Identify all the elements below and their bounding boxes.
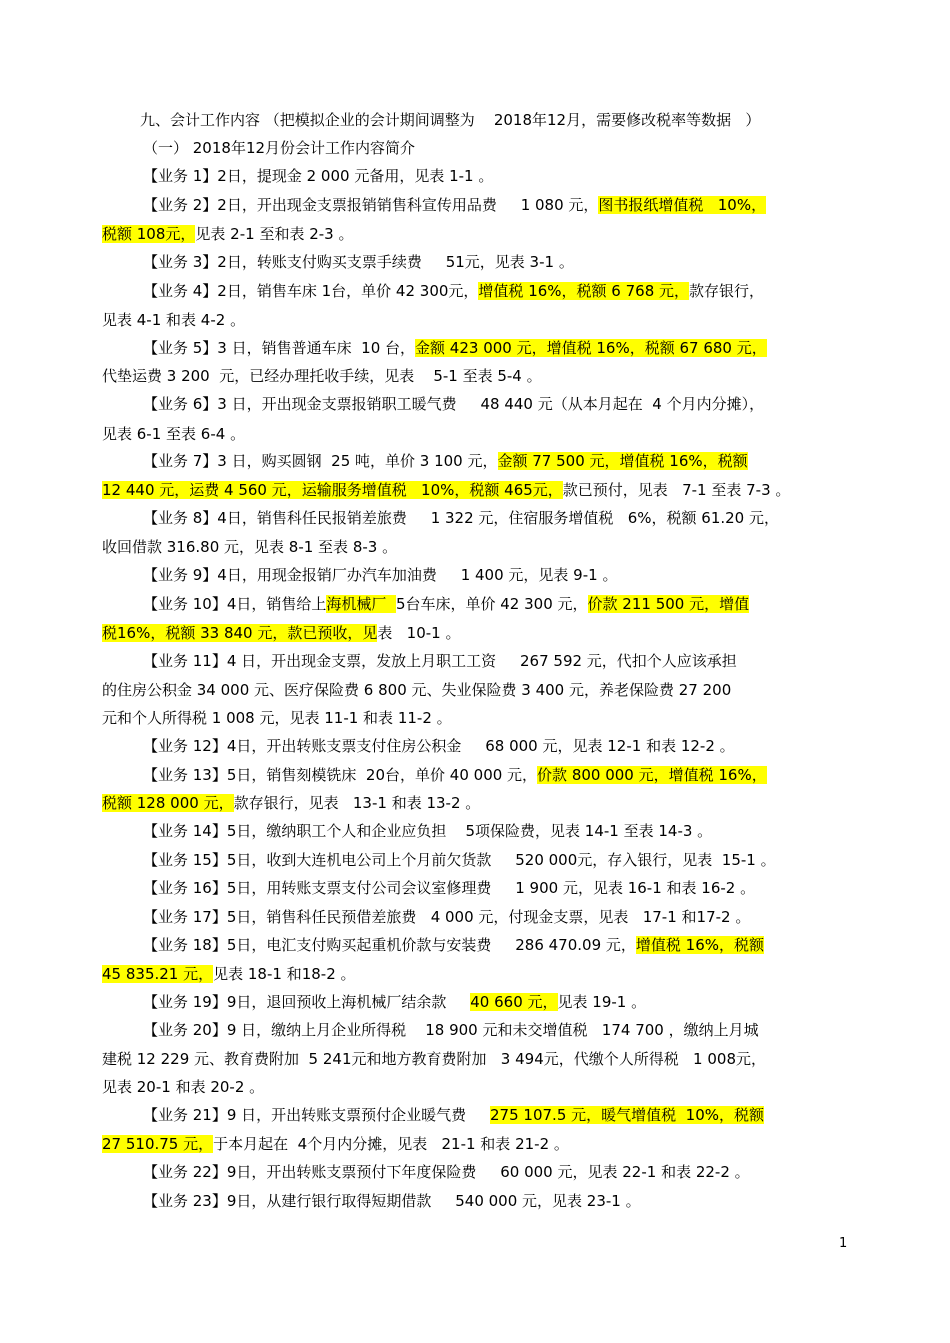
text-line — [143, 992, 646, 1012]
text-line — [102, 310, 245, 330]
text-segment: 【业务 5】3 日，销售普通车床 10 台， — [143, 339, 416, 357]
text-segment: 【业务 13】5日，销售刻模铣床 20台，单价 40 000 元， — [143, 766, 538, 784]
highlighted-text: 税16%，税额 33 840 元，款已预收，见 — [102, 624, 378, 642]
text-segment: 见表 6-1 至表 6-4 。 — [102, 425, 246, 443]
text-line — [143, 821, 712, 841]
text-line — [102, 964, 356, 984]
text-line — [102, 1134, 569, 1154]
highlighted-text: 税额 128 000 元， — [102, 794, 234, 812]
text-segment: 于本月起在 4个月内分摊，见表 21-1 和表 21-2 。 — [213, 1135, 569, 1153]
text-segment: 【业务 4】2日，销售车床 1台，单价 42 300元， — [143, 282, 479, 300]
text-segment: 表 10-1 。 — [377, 624, 461, 642]
text-line — [143, 451, 748, 471]
text-line — [140, 110, 760, 130]
text-segment: 收回借款 316.80 元，见表 8-1 至表 8-3 。 — [102, 538, 398, 556]
text-line — [102, 424, 245, 444]
text-line — [143, 252, 574, 272]
text-segment: 【业务 8】4日，销售科任民报销差旅费 1 322 元，住宿服务增值税 6%，税额 61.20 元， — [143, 509, 779, 527]
text-segment: 【业务 17】5日，销售科任民预借差旅费 4 000 元，付现金支票，见表 17-1 和17-2 。 — [143, 908, 751, 926]
text-line — [143, 907, 750, 927]
text-line — [143, 565, 617, 585]
highlighted-text: 价款 211 500 元，增值 — [587, 595, 750, 613]
highlighted-text: 金额 77 500 元，增值税 16%，税额 — [497, 452, 748, 470]
text-segment: 【业务 16】5日，用转账支票支付公司会议室修理费 1 900 元，见表 16-1 和表 16-2 。 — [143, 879, 756, 897]
text-line — [102, 480, 790, 500]
text-segment: 【业务 19】9日，退回预收上海机械厂结余款 — [143, 993, 471, 1011]
text-segment: 款存银行， — [689, 282, 765, 300]
text-segment: 九、会计工作内容 （把模拟企业的会计期间调整为 2018年12月，需要修改税率等数据 ） — [140, 111, 761, 129]
text-segment: 【业务 6】3 日，开出现金支票报销职工暖气费 48 440 元（从本月起在 4 个月内分摊）， — [143, 395, 765, 413]
text-line — [102, 1049, 766, 1069]
text-line — [102, 793, 480, 813]
highlighted-text: 40 660 元， — [470, 993, 558, 1011]
highlighted-text: 价款 800 000 元，增值税 16%， — [537, 766, 767, 784]
text-line — [143, 1105, 764, 1125]
highlighted-text: 金额 423 000 元，增值税 16%，税额 67 680 元， — [415, 339, 767, 357]
text-segment: 【业务 21】9 日，开出转账支票预付企业暖气费 — [143, 1106, 491, 1124]
text-line — [143, 736, 735, 756]
highlighted-text: 27 510.75 元， — [102, 1135, 214, 1153]
text-line — [143, 1191, 641, 1211]
text-line — [102, 1077, 264, 1097]
text-line — [143, 394, 764, 414]
highlighted-text: 45 835.21 元， — [102, 965, 214, 983]
highlighted-text: 增值税 16%，税额 6 768 元， — [478, 282, 690, 300]
highlighted-text: 税额 108元， — [102, 225, 196, 243]
text-line — [102, 680, 731, 700]
text-segment: 见表 19-1 。 — [557, 993, 647, 1011]
text-segment: 【业务 2】2日，开出现金支票报销销售科宣传用品费 1 080 元， — [143, 196, 599, 214]
text-segment: 见表 2-1 至和表 2-3 。 — [195, 225, 354, 243]
text-line — [143, 850, 776, 870]
text-line — [143, 166, 493, 186]
text-segment: 建税 12 229 元、教育费附加 5 241元和地方教育费附加 3 494元，代缴个人所得税 1 008元， — [102, 1050, 766, 1068]
text-segment: 【业务 14】5日，缴纳职工个人和企业应负担 5项保险费，见表 14-1 至表 14-3 。 — [143, 822, 713, 840]
text-line — [143, 651, 737, 671]
text-line — [143, 594, 749, 614]
text-segment: 款已预付，见表 7-1 至表 7-3 。 — [562, 481, 791, 499]
text-line — [143, 935, 764, 955]
text-segment: 【业务 12】4日，开出转账支票支付住房公积金 68 000 元，见表 12-1 和表 12-2 。 — [143, 737, 735, 755]
text-segment: 代垫运费 3 200 元，已经办理托收手续，见表 5-1 至表 5-4 。 — [102, 367, 542, 385]
text-line — [143, 878, 755, 898]
text-segment: 的住房公积金 34 000 元、医疗保险费 6 800 元、失业保险费 3 400 元，养老保险费 27 200 — [102, 681, 732, 699]
text-segment: 见表 18-1 和18-2 。 — [213, 965, 356, 983]
text-line — [102, 366, 542, 386]
text-segment: 【业务 18】5日，电汇支付购买起重机价款与安装费 286 470.09 元， — [143, 936, 636, 954]
text-line — [143, 281, 764, 301]
text-line — [102, 623, 461, 643]
text-segment: 【业务 1】2日，提现金 2 000 元备用，见表 1-1 。 — [143, 167, 494, 185]
text-line — [143, 508, 779, 528]
text-segment: 见表 4-1 和表 4-2 。 — [102, 311, 246, 329]
text-segment: 【业务 7】3 日，购买圆钢 25 吨，单价 3 100 元， — [143, 452, 498, 470]
text-segment: 【业务 3】2日，转账支付购买支票手续费 51元，见表 3-1 。 — [143, 253, 574, 271]
text-segment: 【业务 20】9 日，缴纳上月企业所得税 18 900 元和未交增值税 174 700 ，缴纳上月城 — [143, 1021, 759, 1039]
highlighted-text: 图书报纸增值税 10%， — [598, 196, 767, 214]
text-segment: 款存银行，见表 13-1 和表 13-2 。 — [233, 794, 481, 812]
text-line — [143, 765, 767, 785]
text-segment: 【业务 11】4 日，开出现金支票，发放上月职工工资 267 592 元，代扣个人应该承担 — [143, 652, 737, 670]
highlighted-text: 海机械厂 — [326, 595, 396, 613]
text-segment: 5台车床，单价 42 300 元， — [395, 595, 588, 613]
text-line — [102, 708, 452, 728]
text-segment: 【业务 15】5日，收到大连机电公司上个月前欠货款 520 000元，存入银行，见表 15-1 。 — [143, 851, 776, 869]
text-segment: 见表 20-1 和表 20-2 。 — [102, 1078, 265, 1096]
text-segment: 【业务 9】4日，用现金报销厂办汽车加油费 1 400 元，见表 9-1 。 — [143, 566, 618, 584]
highlighted-text: 12 440 元，运费 4 560 元，运输服务增值税 10%，税额 465元， — [102, 481, 563, 499]
text-line — [102, 224, 353, 244]
text-segment: 【业务 22】9日，开出转账支票预付下年度保险费 60 000 元，见表 22-1 和表 22-2 。 — [143, 1163, 750, 1181]
text-line — [143, 338, 767, 358]
text-line — [143, 1020, 759, 1040]
text-segment: 元和个人所得税 1 008 元，见表 11-1 和表 11-2 。 — [102, 709, 452, 727]
text-line — [102, 537, 397, 557]
text-line — [143, 195, 766, 215]
text-line — [143, 138, 415, 158]
text-line — [143, 1162, 750, 1182]
highlighted-text: 增值税 16%，税额 — [635, 936, 765, 954]
text-segment: 【业务 10】4日，销售给上 — [143, 595, 327, 613]
page-number: 1 — [839, 1236, 848, 1251]
text-segment: 【业务 23】9日，从建行银行取得短期借款 540 000 元，见表 23-1 。 — [143, 1192, 641, 1210]
highlighted-text: 275 107.5 元，暖气增值税 10%，税额 — [490, 1106, 765, 1124]
text-segment: （一） 2018年12月份会计工作内容简介 — [143, 139, 416, 157]
